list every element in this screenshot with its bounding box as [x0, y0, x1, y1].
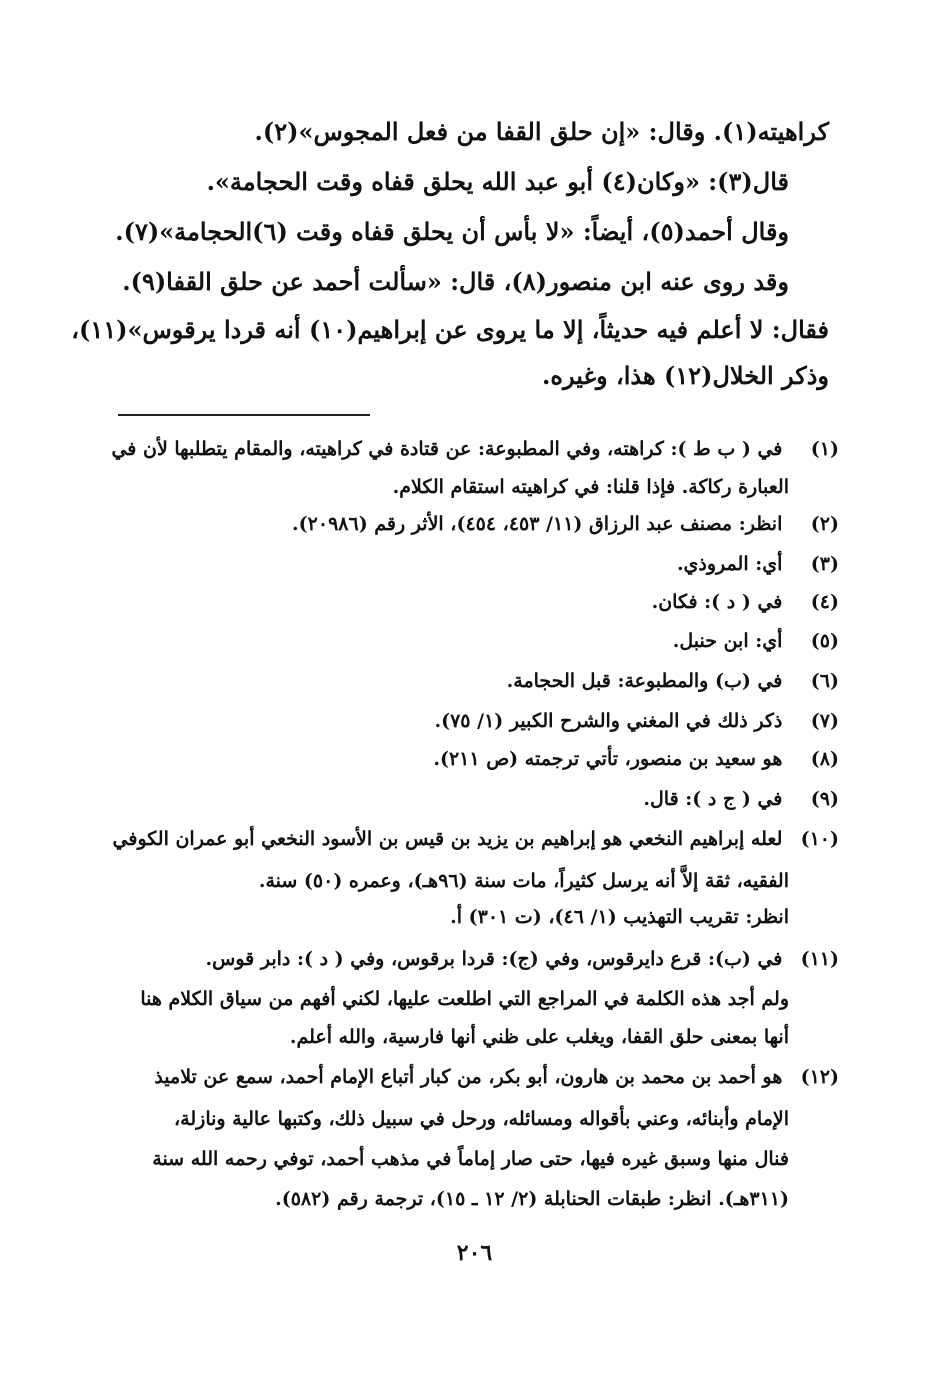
footnote-number: (٦) [810, 670, 839, 692]
footnote-text: في ( ج د ): قال. [643, 788, 783, 810]
footnote-number: (٩) [810, 788, 839, 810]
footnote-number: (٢) [810, 513, 839, 535]
footnote-text: ذكر ذلك في المغني والشرح الكبير (١/ ٧٥). [434, 710, 783, 732]
footnote-5 [108, 622, 839, 660]
main-text-line-1: كراهيته(١). وقال: «إن حلق القفا من فعل المجوس»(٢). [254, 117, 829, 146]
footnote-text: في ( ب ط ): كراهته، وفي المطبوعة: عن قتادة في كراهيته، والمقام يتطلبها لأن في [111, 438, 783, 460]
footnote-10-cont-1: الفقيه، ثقة إلاَّ أنه يرسل كثيراً، مات سنة (٩٦هـ)، وعمره (٥٠) سنة. [258, 870, 789, 892]
footnote-number: (٣) [810, 553, 839, 575]
footnote-12-cont-2: فنال منها وسبق غيره فيها، حتى صار إماماً في مذهب أحمد، توفي رحمه الله سنة [152, 1148, 789, 1170]
page-number: ٢٠٦ [456, 1240, 493, 1266]
footnote-text: انظر: مصنف عبد الرزاق (١١/ ٤٥٣، ٤٥٤)، الأثر رقم (٢٠٩٨٦). [292, 513, 783, 535]
footnote-10-cont-2: انظر: تقريب التهذيب (١/ ٤٦)، (ت ٣٠١) أ. [450, 906, 789, 928]
footnote-12 [108, 1058, 839, 1096]
main-text-line-3: وقال أحمد(٥)، أيضاً: «لا بأس أن يحلق قفاه وقت (٦)الحجامة»(٧). [115, 217, 789, 246]
footnote-12-cont-1: الإمام وأبنائه، وعني بأقواله ومسائله، ورحل في سبيل ذلك، وكتبها عالية ونازلة، [174, 1108, 789, 1130]
footnote-text: لعله إبراهيم النخعي هو إبراهيم بن يزيد بن قيس بن الأسود النخعي أبو عمران الكوفي [112, 828, 783, 850]
footnote-text: هو سعيد بن منصور، تأتي ترجمته (ص ٢١١). [433, 748, 783, 770]
footnote-text: في ( د ): فكان. [651, 591, 783, 613]
main-text-line-2: قال(٣): «وكان(٤) أبو عبد الله يحلق قفاه وقت الحجامة». [206, 167, 789, 196]
footnote-separator [118, 414, 370, 416]
footnote-8 [108, 740, 839, 778]
footnote-text: في (ب): قرع دايرقوس، وفي (ج): قردا برقوس، وفي ( د ): دابر قوس. [205, 948, 783, 970]
footnote-9 [108, 780, 839, 818]
footnote-11-cont-2: أنها بمعنى حلق القفا، ويغلب على ظني أنها فارسية، والله أعلم. [289, 1026, 789, 1048]
footnote-number: (٧) [810, 710, 839, 732]
main-text-line-5: فقال: لا أعلم فيه حديثاً، إلا ما يروى عن إبراهيم(١٠) أنه قردا يرقوس»(١١)، [71, 315, 829, 344]
footnote-3 [108, 545, 839, 583]
footnote-2 [108, 505, 839, 543]
footnote-text: أي: ابن حنبل. [672, 630, 783, 652]
footnote-number: (١٢) [800, 1066, 839, 1088]
footnote-number: (٨) [810, 748, 839, 770]
main-text-line-4: وقد روى عنه ابن منصور(٨)، قال: «سألت أحمد عن حلق القفا(٩). [122, 267, 789, 296]
footnote-number: (٤) [810, 591, 839, 613]
footnote-10 [108, 820, 839, 858]
footnote-number: (١٠) [800, 828, 839, 850]
footnote-number: (١١) [800, 948, 839, 970]
footnote-number: (٥) [810, 630, 839, 652]
footnote-1-cont: العبارة ركاكة. فإذا قلنا: في كراهيته استقام الكلام. [392, 476, 789, 498]
footnote-number: (١) [810, 438, 839, 460]
footnote-7 [108, 702, 839, 740]
footnote-text: أي: المروذي. [676, 553, 783, 575]
footnote-text: هو أحمد بن محمد بن هارون، أبو بكر، من كبار أتباع الإمام أحمد، سمع عن تلاميذ [154, 1066, 783, 1088]
footnote-11-cont-1: ولم أجد هذه الكلمة في المراجع التي اطلعت عليها، لكني أفهم من سياق الكلام هنا [140, 988, 789, 1010]
main-text-line-6: وذكر الخلال(١٢) هذا، وغيره. [542, 361, 829, 390]
footnote-4 [108, 583, 839, 621]
footnote-12-cont-3: (٣١١هـ). انظر: طبقات الحنابلة (٢/ ١٢ ـ ١٥)، ترجمة رقم (٥٨٢). [275, 1188, 789, 1210]
footnote-1 [108, 430, 839, 468]
footnote-6 [108, 662, 839, 700]
footnote-11 [108, 940, 839, 978]
footnote-text: في (ب) والمطبوعة: قبل الحجامة. [506, 670, 783, 692]
